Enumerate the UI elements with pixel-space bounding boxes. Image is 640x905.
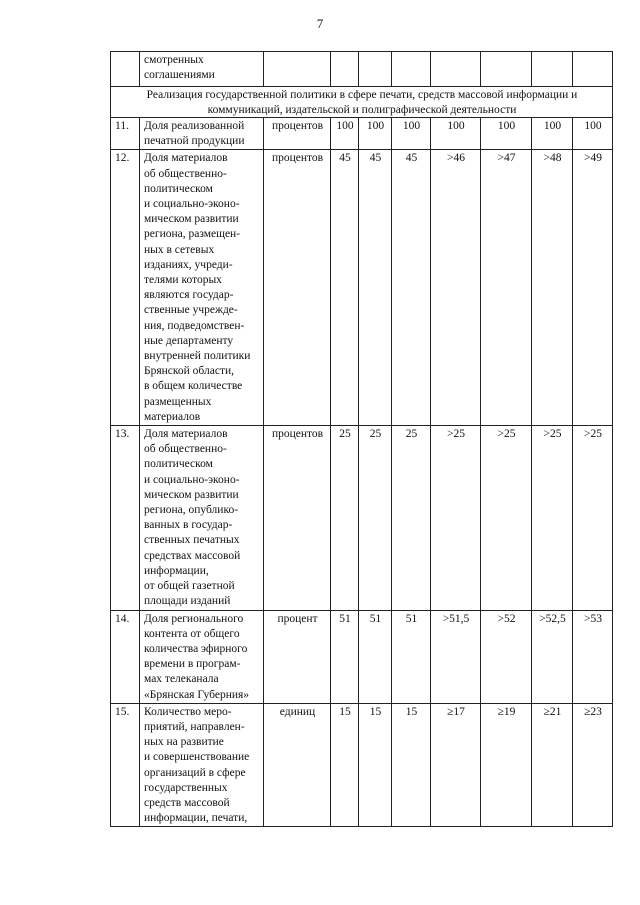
unit-cell — [264, 52, 331, 87]
value-cell: >46 — [431, 150, 481, 426]
value-cell — [359, 52, 392, 87]
value-cell: 25 — [359, 426, 392, 610]
value-cell: >52,5 — [532, 610, 573, 703]
table-row — [111, 118, 613, 150]
value-cell — [331, 52, 359, 87]
value-cell: 100 — [431, 118, 481, 150]
value-cell: 25 — [392, 426, 431, 610]
value-cell — [573, 52, 613, 87]
indicator-cell: Количество меро- приятий, направлен- ных на развитие и совершенствование организаций в сфере государственных средств массовой информации, печати, — [140, 703, 264, 827]
page-number: 7 — [316, 16, 324, 31]
value-cell: 45 — [359, 150, 392, 426]
value-cell: 100 — [359, 118, 392, 150]
value-cell: >47 — [481, 150, 532, 426]
value-cell: ≥23 — [573, 703, 613, 827]
indicator-cell: Доля реализованной печатной продукции — [140, 118, 264, 150]
value-cell: 100 — [573, 118, 613, 150]
table-row — [111, 426, 613, 610]
row-number: 13. — [111, 426, 140, 610]
value-cell: >48 — [532, 150, 573, 426]
value-cell: ≥19 — [481, 703, 532, 827]
table-row — [111, 703, 613, 827]
value-cell: >25 — [532, 426, 573, 610]
value-cell: 15 — [392, 703, 431, 827]
value-cell: 51 — [392, 610, 431, 703]
value-cell — [481, 52, 532, 87]
value-cell: 100 — [532, 118, 573, 150]
value-cell: >49 — [573, 150, 613, 426]
value-cell: 45 — [331, 150, 359, 426]
num-cell — [111, 52, 140, 87]
indicator-cell: смотренных соглашениями — [140, 52, 264, 87]
value-cell: >25 — [481, 426, 532, 610]
value-cell: >52 — [481, 610, 532, 703]
indicator-cell: Доля материалов об общественно- политическом и социально-эконо- мическом развитии региона, опублико- ванных в государ- ственных печатных средствах массовой информации, от общей газетной площади изданий — [140, 426, 264, 610]
indicator-cell: Доля материалов об общественно- политическом и социально-эконо- мическом развитии региона, размещен- ных в сетевых изданиях, учреди- телями которых являются государ- ственные учрежде- ния, подведомствен- ные департаменту внутренней политики Брянской области, в общем количестве размещенных материалов — [140, 150, 264, 426]
row-number: 12. — [111, 150, 140, 426]
value-cell: >25 — [431, 426, 481, 610]
value-cell: >51,5 — [431, 610, 481, 703]
indicator-cell: Доля регионального контента от общего количества эфирного времени в програм- мах телеканала «Брянская Губерния» — [140, 610, 264, 703]
section-header-row — [111, 87, 613, 118]
value-cell: 51 — [331, 610, 359, 703]
value-cell — [392, 52, 431, 87]
value-cell: 15 — [331, 703, 359, 827]
value-cell: 15 — [359, 703, 392, 827]
unit-cell: процентов — [264, 426, 331, 610]
unit-cell: процентов — [264, 118, 331, 150]
section-title: Реализация государственной политики в сфере печати, средств массовой информации и коммуникаций, издательской и полиграфической деятельности — [111, 87, 613, 118]
value-cell: 100 — [331, 118, 359, 150]
value-cell: 45 — [392, 150, 431, 426]
unit-cell: процент — [264, 610, 331, 703]
value-cell: >53 — [573, 610, 613, 703]
value-cell: ≥21 — [532, 703, 573, 827]
value-cell: 51 — [359, 610, 392, 703]
table-row — [111, 150, 613, 426]
value-cell: >25 — [573, 426, 613, 610]
indicators-table — [110, 51, 613, 827]
value-cell — [431, 52, 481, 87]
table-row — [111, 610, 613, 703]
table-row-continuation — [111, 52, 613, 87]
value-cell: 100 — [481, 118, 532, 150]
value-cell: ≥17 — [431, 703, 481, 827]
row-number: 14. — [111, 610, 140, 703]
row-number: 11. — [111, 118, 140, 150]
unit-cell: процентов — [264, 150, 331, 426]
unit-cell: единиц — [264, 703, 331, 827]
row-number: 15. — [111, 703, 140, 827]
value-cell: 25 — [331, 426, 359, 610]
value-cell: 100 — [392, 118, 431, 150]
value-cell — [532, 52, 573, 87]
